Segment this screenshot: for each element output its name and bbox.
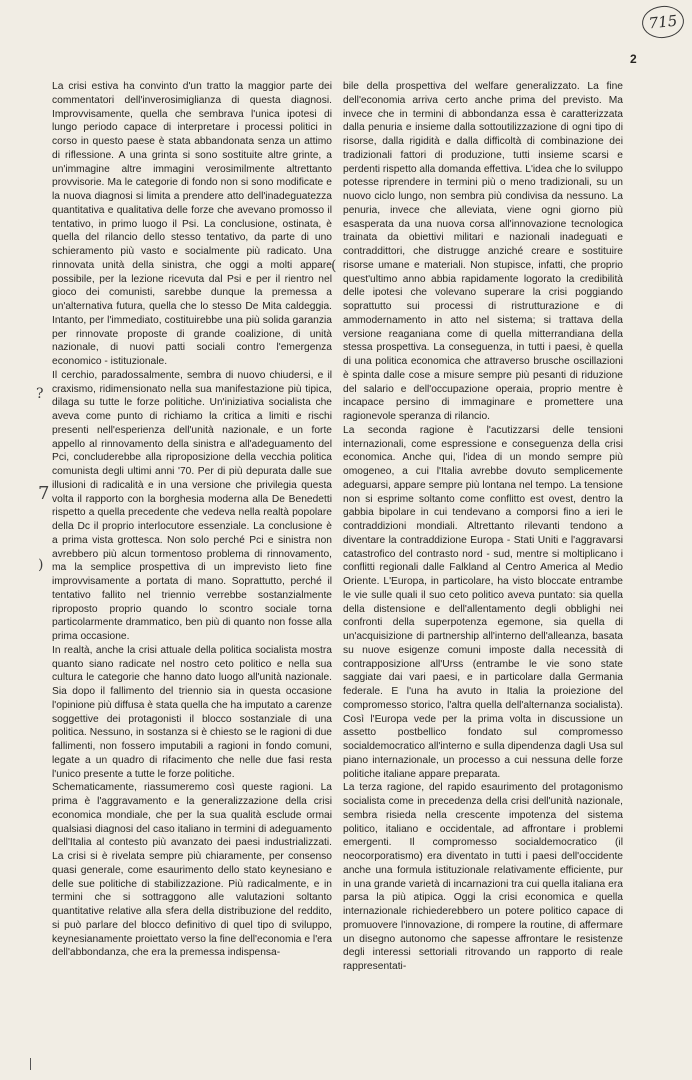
right-column [343,80,623,974]
paragraph: La crisi estiva ha convinto d'un tratto la maggior parte dei commentatori dell'inverosimiglianza di questa diagnosi. Improvvisamente, quella che sembrava l'unica ipotesi di lungo periodo capace di interpretare i processi politici in corso in questo paese è stata abbandonata senza un attimo di riflessione. A una grinta si sono sostituite altre grinte, a un'immagine altre immagini verosimilmente altrettanto provvisorie. Ma le categorie di fondo non si sono modificate e la nuova diagnosi si limita a prendere atto dell'inadeguatezza quantitativa e qualitativa delle forze che avevano promosso il tentativo, in primo luogo il Psi. La conclusione, ostinata, è quella del rilancio dello stesso tentativo, da parte di uno schieramento più vasto e socialmente più radicato. Una rinnovata unità della sinistra, che oggi a molti appare possibile, per la lezione ricevuta dal Psi e per il rientro nel gioco dei comunisti, sarebbe dunque la premessa a un'alternativa futura, quella che lo stesso De Mita caldeggia. Intanto, per l'immediato, costituirebbe una più solida garanzia per rinnovate proposte di grande coalizione, di unità nazionale, di nuovi patti sociali contro l'emergenza economico - istituzionale. [52,81,332,367]
margin-mark: 7 [38,483,50,504]
paragraph: Il cerchio, paradossalmente, sembra di nuovo chiudersi, e il craxismo, ridimensionato nella sua manifestazione più tipica, dilaga su tutte le forze politiche. Un'iniziativa socialista che aveva come punto di richiamo la critica a limiti e rischi presenti nell'esperienza dell'unità nazionale, e un forte appello al rinnovamento della sinistra e all'adeguamento del Pci, concluderebbe alla riproposizione della vecchia politica comunista degli ultimi anni '70. Per di più depurata dalle sue illusioni di radicalità e in una versione che privilegia questa volta il rapporto con la borghesia moderna alla De Benedetti rispetto a quella precedente che vedeva nella realtà popolare della Dc il proprio interlocutore essenziale. La conclusione è a prima vista grottesca. Non solo perché Pci e sinistra non avrebbero più alcun tormentoso problema di rinnovamento, ma la semplice prospettiva di un imprevisto lieto fine improvvisamente a portata di mano. Soprattutto, perché il tentativo fallito nel triennio verrebbe sostanzialmente riproposto proprio quando lo scontro sociale torna particolarmente drammatico, ben più di quanto non fosse alla prima occasione. [52,369,332,642]
page-stamp: 715 [640,4,685,40]
margin-mark: ( [331,258,337,274]
paragraph: La seconda ragione è l'acutizzarsi delle tensioni internazionali, come espressione e conseguenza della crisi economica. Anche qui, l'idea di un mondo sempre più omogeneo, a cui l'Italia avrebbe dovuto semplicemente adeguarsi, appare sempre più lontana nel tempo. La tensione non si esprime soltanto come conflitto est ovest, dentro la gabbia bipolare in cui tendevano a comporsi fino a ieri le contraddizioni mondiali. Altrettanto rilevanti tendono a diventare la contraddizione Europa - Stati Uniti e l'aggravarsi catastrofico del contrasto nord - sud, mentre si moltiplicano i conflitti regionali dalle Falkland al Centro America al Medio Oriente. L'Europa, in particolare, ha visto bloccate entrambe le vie sulle quali il suo ceto politico aveva puntato: sia quella della distensione e dell'allentamento degli obblighi nei confronti della superpotenza egemone, sia quella di un'acquisizione di partnership all'interno dell'alleanza, basata su nuove esigenze comuni imposte dalla necessità di contrapposizione all'Urss (entrambe le vie sono state saggiate dai vari paesi, e in particolare dalla Germania federale. E l'una ha avuto in Italia la proiezione del compromesso storico, l'altra quella dell'alternanza socialista). Così l'Europa vede per la prima volta in discussione un assetto postbellico fondato sul compromesso socialdemocratico all'interno e sulla dipendenza dagli Usa sul piano internazionale, un processo a cui nessuna delle forze politiche italiane appare preparata. [343,424,623,780]
paragraph: bile della prospettiva del welfare generalizzato. La fine dell'economia arriva certo anche prima del previsto. Ma invece che in termini di abbondanza essa è caratterizzata dalla penuria e insieme dalla sottoutilizzazione di ogni tipo di risorse, dalla rigidità e dalla difficoltà di combinazione dei tradizionali fattori di produzione, tutti insieme scarsi e perdenti rispetto alla domanda effettiva. L'idea che lo sviluppo potesse riprendere in termini più o meno tradizionali, su un nuovo ciclo lungo, non sembra più condivisa da nessuno. La penuria, invece che alleviata, viene ogni giorno più esasperata da una nuova corsa all'innovazione tecnologica trainata da obiettivi militari e nazionali inadeguati e contraddittori, che distrugge anziché creare e sostituire risorse umane e materiali. Non stupisce, infatti, che proprio quest'ultimo anno abbia rapidamente logorato la credibilità delle ipotesi che volevano superare la crisi poggiando soprattutto sui processi di ristrutturazione e di ammodernamento in atto nel sistema; si trattava della versione reaganiana come di quella mitterrandiana della stessa prospettiva. La conseguenza, in tutti i paesi, è quella di una politica economica che attraverso brusche oscillazioni è spinta dalle cose a misure sempre più pesanti di riduzione del salario e dell'occupazione operaia, proprio mentre è incapace persino di immaginare e promettere una ragionevole speranza di rilancio. [343,81,623,422]
paragraph: La terza ragione, del rapido esaurimento del protagonismo socialista come in precedenza della crisi dell'unità nazionale, sembra risieda nella crescente impotenza del sistema politico, italiano e occidentale, ad affrontare i problemi emergenti. Il compromesso socialdemocratico (il neocorporatismo) era diventato in tutti i paesi dell'occidente anche una formula istituzionale relativamente efficiente, pur in una grande varietà di incarnazioni tra cui quella italiana era parsa la più atipica. Oggi la crisi economica e quella internazionale richiederebbero un potere politico capace di promuovere l'innovazione, di rompere la routine, di affermare un disegno autonomo che sapesse affrontare le resistenze degli interessi settoriali ritrovando un rapporto di reale rappresentati- [343,782,623,972]
paragraph: Schematicamente, riassumeremo così queste ragioni. La prima è l'aggravamento e la generalizzazione della crisi economica mondiale, che per la sua qualità esclude ormai qualsiasi diagnosi del caso italiano in termini di adeguamento dell'Italia al contesto più avanzato dei paesi industrializzati. La crisi si è rivelata sempre più chiaramente, per consenso quasi generale, come esaurimento dello stato keynesiano e delle sue politiche di stabilizzazione. Più radicalmente, e in termini che si sottraggono alle valutazioni soltanto quantitative relative alla sfera della distribuzione del reddito, si può parlare del blocco definitivo di quel tipo di sviluppo, keynesianamente proiettato verso la fine dell'economia e l'era dell'abbondanza, che era la premessa indispensa- [52,782,332,959]
paragraph: In realtà, anche la crisi attuale della politica socialista mostra quanto siano radicate nel nostro ceto politico e nella sua cultura le categorie che hanno dato luogo all'unità nazionale. Sia dopo il fallimento del triennio sia in questa occasione l'opinione più diffusa è stata quella che ha imputato a carenze soggettive dei protagonisti il blocco sostanziale di una politica. Nessuno, in sostanza si è chiesto se le ragioni di due fallimenti, non fossero imputabili a ragioni in fondo comuni, legate a un quadro di rifacimento che nelle due fasi resta l'unico presente a tutte le forze politiche. [52,644,332,780]
margin-dot [30,1058,31,1070]
page-number: 2 [630,52,637,66]
margin-mark: ? [36,386,44,402]
margin-mark: ) [38,557,44,573]
left-column [52,80,332,960]
